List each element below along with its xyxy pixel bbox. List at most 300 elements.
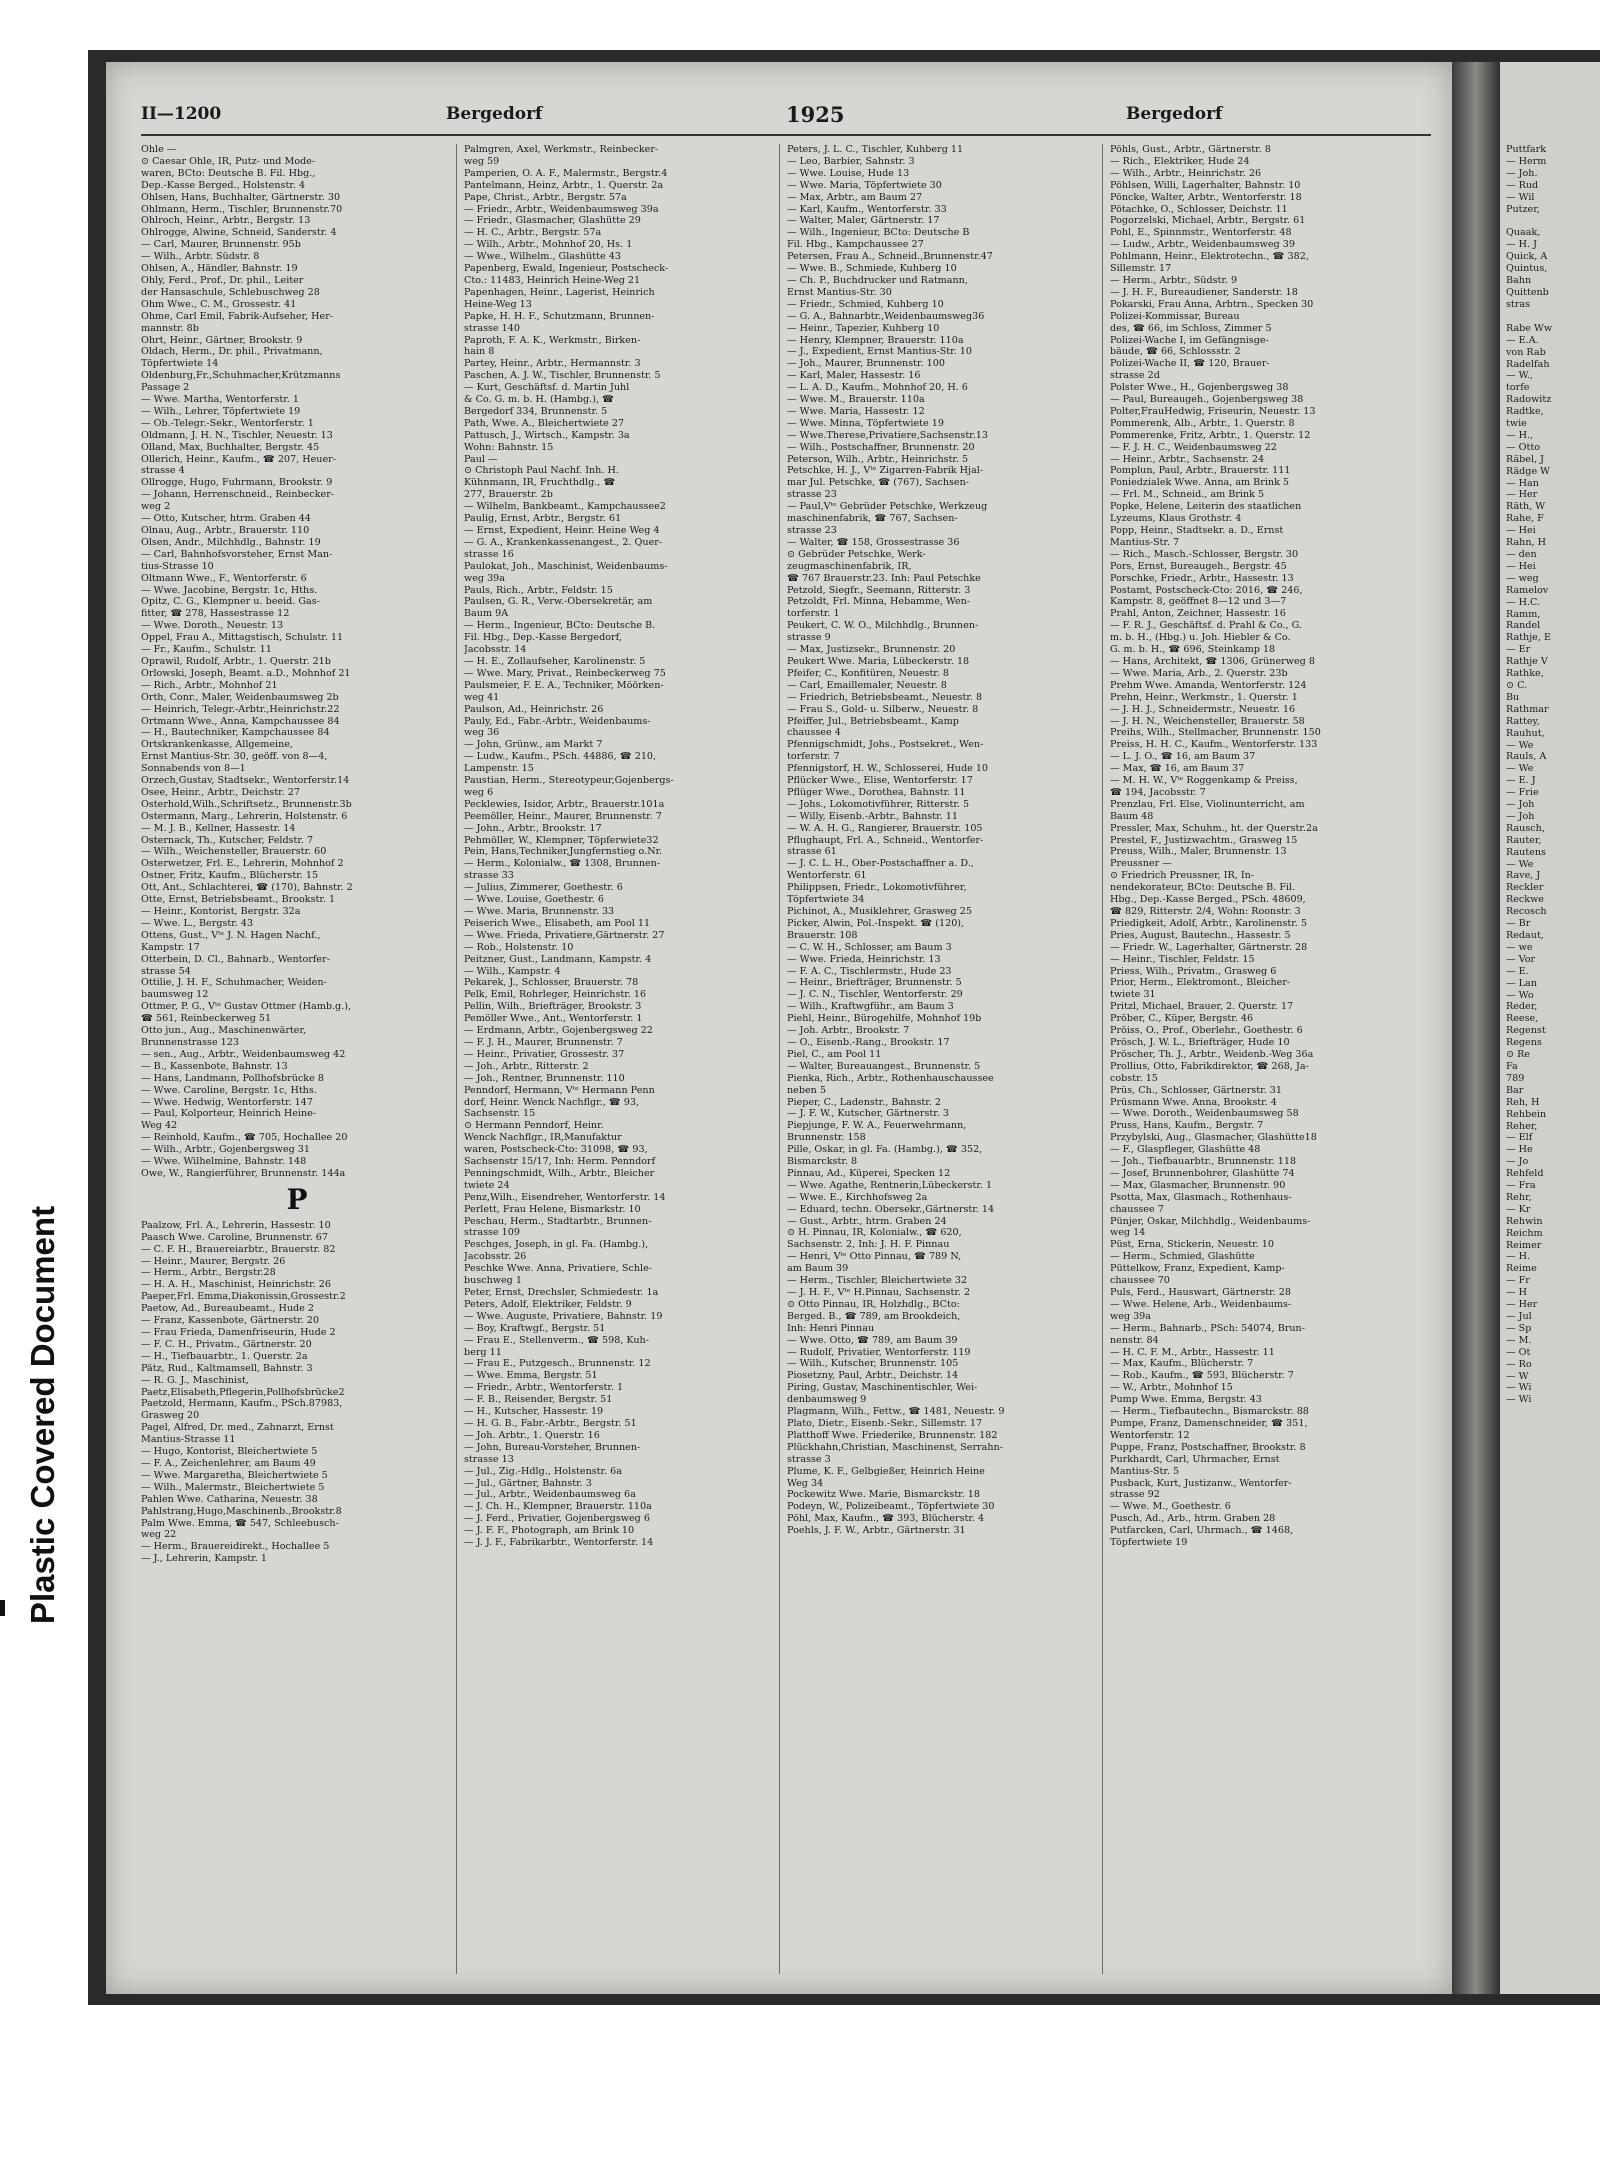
directory-entry-line: waren, BCto: Deutsche B. Fil. Hbg., <box>141 167 316 179</box>
directory-entry-line: Polizei-Wache II, ☎ 120, Brauer- <box>1110 358 1270 370</box>
directory-entry-line: — Ro <box>1506 1358 1532 1370</box>
directory-entry-line: Rave, J <box>1506 870 1541 882</box>
directory-entry-line: Paul — <box>464 453 498 465</box>
directory-entry-line: Papenhagen, Heinr., Lagerist, Heinrich <box>464 286 655 298</box>
directory-entry-line: Rädge W <box>1506 465 1551 477</box>
directory-entry-line: Petersen, Frau A., Schneid.,Brunnenstr.47 <box>787 251 993 263</box>
directory-entry-line: Ottilie, J. H. F., Schuhmacher, Weiden- <box>141 977 327 989</box>
directory-entry-line: Paulsen, G. R., Verw.-Obersekretär, am <box>464 596 653 608</box>
directory-entry-line: Palmgren, Axel, Werkmstr., Reinbecker- <box>464 144 659 155</box>
directory-entry-line: Olland, Max, Buchhalter, Bergstr. 45 <box>141 441 320 453</box>
directory-entry-line: — G. A., Bahnarbtr.,Weidenbaumsweg36 <box>787 310 985 322</box>
directory-entry-line: — Jul., Zig.-Hdlg., Holstenstr. 6a <box>464 1465 622 1477</box>
directory-entry-line: Pusch, Ad., Arb., htrm. Graben 28 <box>1110 1513 1276 1525</box>
directory-entry-line: Preiss, H. H. C., Kaufm., Wentorferstr. 133 <box>1110 739 1318 751</box>
directory-entry-line: — F. R. J., Geschäftsf. d. Prahl & Co., G. <box>1110 620 1303 632</box>
directory-entry-line: Prüsmann Wwe. Anna, Brookstr. 4 <box>1110 1096 1277 1108</box>
directory-entry-line: — Wwe. Mary, Privat., Reinbeckerweg 75 <box>464 667 666 679</box>
blank-line <box>1506 311 1600 323</box>
directory-entry-line: Owe, W., Rangierführer, Brunnenstr. 144a <box>141 1167 346 1179</box>
directory-entry-line: Penz,Wilh., Eisendreher, Wentorferstr. 14 <box>464 1191 666 1203</box>
directory-entry-line: weg 39a <box>1110 1310 1152 1322</box>
directory-entry-line: strasse 13 <box>464 1453 514 1465</box>
directory-entry-line: Oldenburg,Fr.,Schuhmacher,Krützmanns <box>141 370 341 382</box>
directory-entry-line: Preuss, Wilh., Maler, Brunnenstr. 13 <box>1110 846 1287 858</box>
directory-entry-line: Pröscher, Th. J., Arbtr., Weidenb.-Weg 36a <box>1110 1048 1314 1060</box>
running-head <box>141 102 1431 136</box>
directory-entry-line: — M. H. W., Vᵗᵉ Roggenkamp & Preiss, <box>1110 775 1298 787</box>
directory-entry-line: — Wwe. M., Goethestr. 6 <box>1110 1501 1231 1513</box>
directory-entry-line: Pichinot, A., Musiklehrer, Grasweg 25 <box>787 906 972 917</box>
directory-entry-line: Peukert, C. W. O., Milchhdlg., Brunnen- <box>787 620 979 632</box>
directory-entry-line: 277, Brauerstr. 2b <box>464 489 553 501</box>
directory-entry-line: fitter, ☎ 278, Hassestrasse 12 <box>141 608 290 620</box>
directory-entry-line: strasse 109 <box>464 1227 520 1239</box>
directory-entry-line: — Ot <box>1506 1346 1531 1358</box>
directory-entry-line: strasse 16 <box>464 548 514 560</box>
directory-entry-line: Pelk, Emil, Rohrleger, Heinrichstr. 16 <box>464 989 647 1001</box>
directory-entry-line: ⊙ Christoph Paul Nachf. Inh. H. <box>464 465 619 477</box>
directory-entry-line: Papke, H. H. F., Schutzmann, Brunnen- <box>464 310 655 322</box>
directory-entry-line: — Herm., Kolonialw., ☎ 1308, Brunnen- <box>464 858 661 870</box>
directory-entry-line: — Carl, Bahnhofsvorsteher, Ernst Man- <box>141 548 333 560</box>
directory-entry-line: Pieper, C., Ladenstr., Bahnstr. 2 <box>787 1096 941 1108</box>
directory-entry-line: — Rob., Kaufm., ☎ 593, Blücherstr. 7 <box>1110 1370 1294 1382</box>
directory-entry-line: Polter,FrauHedwig, Friseurin, Neuestr. 13 <box>1110 405 1316 417</box>
directory-entry-line: Pfennigstorf, H. W., Schlosserei, Hude 10 <box>787 763 989 775</box>
directory-entry-line: Purkhardt, Carl, Uhrmacher, Ernst <box>1110 1453 1280 1465</box>
directory-entry-line: — Wilh., Arbtr. Südstr. 8 <box>141 251 260 263</box>
directory-entry-line: Paustian, Herm., Stereotypeur,Gojenbergs- <box>464 775 674 787</box>
directory-entry-line: Dep.-Kasse Berged., Holstenstr. 4 <box>141 179 306 191</box>
directory-entry-line: — John., Arbtr., Brookstr. 17 <box>464 822 602 834</box>
directory-entry-line: Püttelkow, Franz, Expedient, Kamp- <box>1110 1263 1285 1275</box>
directory-entry-line: Lyzeums, Klaus Grothstr. 4 <box>1110 513 1242 525</box>
directory-entry-line: — Wwe. Doroth., Weidenbaumsweg 58 <box>1110 1108 1299 1120</box>
directory-entry-line: — J. J. F., Fabrikarbtr., Wentorferstr. 14 <box>464 1537 654 1549</box>
directory-entry-line: Rathje V <box>1506 656 1548 668</box>
directory-entry-line: Ernst Mantius-Str. 30, geöff. von 8—4, <box>141 751 328 763</box>
directory-entry-line: — Jul., Arbtr., Weidenbaumsweg 6a <box>464 1489 636 1501</box>
directory-entry-line: — Joh. <box>1506 167 1538 179</box>
directory-entry-line: Petschke, H. J., Vᵗᵉ Zigarren-Fabrik Hjal- <box>787 465 984 477</box>
directory-entry-line: Piepjunge, F. W. A., Feuerwehrmann, <box>787 1120 967 1132</box>
directory-entry-line: Puls, Ferd., Hauswart, Gärtnerstr. 28 <box>1110 1287 1291 1298</box>
directory-entry-line: Wenck Nachflgr., IR,Manufaktur <box>464 1132 622 1144</box>
directory-entry-line: Ohlrogge, Alwine, Schneid, Sanderstr. 4 <box>141 227 337 239</box>
directory-entry-line: Postamt, Postscheck-Cto: 2016, ☎ 246, <box>1110 584 1303 596</box>
directory-entry-line: — O., Eisenb.-Rang., Brookstr. 17 <box>787 1036 950 1048</box>
directory-column-3 <box>787 144 1099 1537</box>
directory-entry-line: — Wwe. Doroth., Neuestr. 13 <box>141 620 284 632</box>
directory-entry-line: Pogorzelski, Michael, Arbtr., Bergstr. 61 <box>1110 215 1306 227</box>
directory-entry-line: — J. H. F., Bureaudiener, Sanderstr. 18 <box>1110 286 1298 298</box>
directory-entry-line: Peitzner, Gust., Landmann, Kampstr. 4 <box>464 953 652 965</box>
directory-entry-line: Plato, Dietr., Eisenb.-Sekr., Sillemstr. 17 <box>787 1417 983 1429</box>
directory-entry-line: strasse 4 <box>141 465 185 477</box>
directory-entry-line: — Friedr., Schmied, Kuhberg 10 <box>787 298 944 310</box>
directory-entry-line: — E.A. <box>1506 334 1539 346</box>
directory-entry-line: Prollius, Otto, Fabrikdirektor, ☎ 268, Ja- <box>1110 1060 1309 1072</box>
directory-entry-line: — Wi <box>1506 1382 1532 1394</box>
directory-entry-line: — Walter, Maler, Gärtnerstr. 17 <box>787 215 940 227</box>
directory-entry-line: — J. F. F., Photograph, am Brink 10 <box>464 1525 635 1537</box>
directory-entry-line: Pauls, Rich., Arbtr., Feldstr. 15 <box>464 584 613 596</box>
directory-entry-line: ☎ 561, Reinbeckerweg 51 <box>141 1013 272 1025</box>
directory-entry-line: Ohle — <box>141 144 177 155</box>
directory-entry-line: Wentorferstr. 12 <box>1110 1429 1190 1441</box>
directory-entry-line: Pfennigschmidt, Johs., Postsekret., Wen- <box>787 739 984 751</box>
directory-entry-line: Pritzl, Michael, Brauer, 2. Querstr. 17 <box>1110 1001 1294 1013</box>
directory-entry-line: Paulig, Ernst, Arbtr., Bergstr. 61 <box>464 513 622 525</box>
directory-entry-line: Pockewitz Wwe. Marie, Bismarckstr. 18 <box>787 1489 981 1501</box>
directory-entry-line: — Hugo, Kontorist, Bleichertwiete 5 <box>141 1446 318 1458</box>
directory-entry-line: Kampstr. 17 <box>141 941 200 953</box>
directory-entry-line: Ottens, Gust., Vᵗᵉ J. N. Hagen Nachf., <box>141 929 321 941</box>
directory-entry-line: Paetow, Ad., Bureaubeamt., Hude 2 <box>141 1303 314 1315</box>
directory-entry-line: Ohlmann, Herm., Tischler, Brunnenstr.70 <box>141 203 343 215</box>
directory-entry-line: weg 59 <box>464 155 500 167</box>
directory-entry-line: — Wwe., Wilhelm., Glashütte 43 <box>464 251 621 263</box>
directory-entry-line: Ohlsen, A., Händler, Bahnstr. 19 <box>141 263 298 275</box>
directory-entry-line: Papenberg, Ewald, Ingenieur, Postscheck- <box>464 263 669 275</box>
directory-entry-line: strasse 92 <box>1110 1489 1160 1501</box>
directory-entry-line: Preihs, Wilh., Stellmacher, Brunnenstr. 150 <box>1110 727 1321 739</box>
directory-entry-line: — Joh <box>1506 810 1535 822</box>
directory-entry-line: Piehl, Heinr., Bürogehilfe, Mohnhof 19b <box>787 1013 982 1025</box>
directory-entry-line: — W <box>1506 1370 1529 1382</box>
directory-entry-line: — Heinr., Briefträger, Brunnenstr. 5 <box>787 977 962 989</box>
directory-entry-line: Hbg., Dep.-Kasse Berged., PSch. 48609, <box>1110 894 1306 906</box>
directory-entry-line: ☎ 194, Jacobsstr. 7 <box>1110 786 1206 798</box>
directory-entry-line: Paproth, F. A. K., Werkmstr., Birken- <box>464 334 641 346</box>
directory-entry-line: strasse 140 <box>464 322 520 334</box>
directory-entry-line: — Wwe. Frieda, Privatiere,Gärtnerstr. 27 <box>464 929 665 941</box>
directory-entry-line: Poniedzialek Wwe. Anna, am Brink 5 <box>1110 477 1290 489</box>
directory-entry-line: Bergedorf 334, Brunnenstr. 5 <box>464 405 608 417</box>
directory-entry-line: Bu <box>1506 691 1520 703</box>
directory-entry-line: — Heinr., Tapezier, Kuhberg 10 <box>787 322 940 334</box>
directory-entry-line: Sachsenstr. 2, Inh: J. H. F. Pinnau <box>787 1239 950 1251</box>
directory-entry-line: — C. F. H., Brauereiarbtr., Brauerstr. 82 <box>141 1243 336 1255</box>
directory-entry-line: Popp, Heinr., Stadtsekr. a. D., Ernst <box>1110 525 1284 536</box>
directory-entry-line: — Paul, Kolporteur, Heinrich Heine- <box>141 1108 317 1120</box>
directory-entry-line: Pagel, Alfred, Dr. med., Zahnarzt, Ernst <box>141 1422 334 1434</box>
directory-entry-line: — F. J. H., Maurer, Brunnenstr. 7 <box>464 1036 623 1048</box>
directory-entry-line: — Wwe. Martha, Wentorferstr. 1 <box>141 394 299 406</box>
directory-entry-line: — Jo <box>1506 1156 1529 1168</box>
directory-entry-line: Jacobsstr. 26 <box>464 1251 527 1263</box>
directory-entry-line: — E. <box>1506 965 1529 977</box>
directory-entry-line: von Rab <box>1506 346 1546 358</box>
directory-entry-line: strasse 9 <box>787 632 831 644</box>
directory-entry-line: — Wi <box>1506 1394 1532 1406</box>
directory-entry-line: Poehls, J. F. W., Arbtr., Gärtnerstr. 31 <box>787 1525 966 1537</box>
directory-entry-line: Putfarcken, Carl, Uhrmach., ☎ 1468, <box>1110 1525 1294 1537</box>
directory-entry-line: weg 22 <box>141 1529 177 1541</box>
directory-entry-line: Preussner — <box>1110 858 1172 870</box>
directory-entry-line: — Johs., Lokomotivführer, Ritterstr. 5 <box>787 798 970 810</box>
directory-entry-line: denbaumsweg 9 <box>787 1394 867 1406</box>
directory-entry-line: Pamperien, O. A. F., Malermstr., Bergstr.4 <box>464 167 668 179</box>
directory-entry-line: — Heinrich, Telegr.-Arbtr.,Heinrichstr.22 <box>141 703 340 715</box>
directory-entry-line: Pöncke, Walter, Arbtr., Wentorferstr. 18 <box>1110 191 1302 203</box>
running-head-year: 1925 <box>786 102 845 127</box>
directory-entry-line: — Walter, ☎ 158, Grossestrasse 36 <box>787 536 960 548</box>
directory-entry-line: Rabe Ww <box>1506 322 1553 334</box>
directory-entry-line: — Joh. Arbtr., Brookstr. 7 <box>787 1025 910 1037</box>
directory-entry-line: Penndorf, Hermann, Vᵗᵉ Hermann Penn <box>464 1084 655 1096</box>
directory-entry-line: ☎ 829, Ritterstr. 2/4, Wohn: Roonstr. 3 <box>1110 906 1301 917</box>
directory-entry-line: Pemöller Wwe., Ant., Wentorferstr. 1 <box>464 1013 643 1025</box>
directory-entry-line: — H., Bautechniker, Kampchaussee 84 <box>141 727 330 739</box>
directory-entry-line: Rehfeld <box>1506 1168 1544 1180</box>
directory-entry-line: — Frie <box>1506 787 1539 799</box>
directory-entry-line: — Paul,Vᵗᵉ Gebrüder Petschke, Werkzeug <box>787 501 988 513</box>
directory-entry-line: — Han <box>1506 477 1539 489</box>
directory-entry-line: — Vor <box>1506 953 1536 965</box>
directory-entry-line: — Wwe. Minna, Töpfertwiete 19 <box>787 417 944 429</box>
directory-entry-line: stras <box>1506 298 1531 310</box>
directory-entry-line: Räbel, J <box>1506 453 1544 465</box>
directory-entry-line: Reimer <box>1506 1239 1542 1251</box>
directory-entry-line: Kampstr. 8, geöffnet 8—12 und 3—7 <box>1110 596 1287 608</box>
directory-entry-line: torferstr. 7 <box>787 751 840 763</box>
directory-entry-line: Ramelov <box>1506 584 1549 596</box>
directory-entry-line: Puppe, Franz, Postschaffner, Brookstr. 8 <box>1110 1441 1306 1453</box>
directory-entry-line: Osterhold,Wilh.,Schriftsetz., Brunnenstr.3b <box>141 798 352 810</box>
directory-entry-line: — Wwe. Emma, Bergstr. 51 <box>464 1370 598 1382</box>
directory-entry-line: strasse 23 <box>787 525 837 536</box>
directory-entry-line: — L. A. D., Kaufm., Mohnhof 20, H. 6 <box>787 382 968 394</box>
directory-entry-line: Rahe, F <box>1506 513 1544 525</box>
directory-entry-line: — Herm., Schmied, Glashütte <box>1110 1251 1255 1263</box>
next-page-edge <box>1500 62 1600 1994</box>
directory-entry-line: Prehn, Heinr., Werkmstr., 1. Querstr. 1 <box>1110 691 1298 703</box>
directory-entry-line: G. m. b. H., ☎ 696, Steinkamp 18 <box>1110 644 1276 656</box>
directory-entry-line: Cto.: 11483, Heinrich Heine-Weg 21 <box>464 274 641 286</box>
directory-entry-line: — Kurt, Geschäftsf. d. Martin Juhl <box>464 382 630 394</box>
directory-entry-line: Mantius-Strasse 11 <box>141 1434 236 1446</box>
directory-entry-line: Pienka, Rich., Arbtr., Rothenhauschaussee <box>787 1072 994 1084</box>
directory-entry-line: — Friedr., Arbtr., Weidenbaumsweg 39a <box>464 203 659 215</box>
directory-entry-line: — Carl, Emaillemaler, Neuestr. 8 <box>787 679 947 691</box>
directory-entry-line: twie <box>1506 418 1527 430</box>
directory-entry-line: Rautens <box>1506 846 1546 858</box>
directory-entry-line: — Elf <box>1506 1132 1533 1144</box>
directory-entry-line: — J. F. W., Kutscher, Gärtnerstr. 3 <box>787 1108 949 1120</box>
directory-entry-line: Pellin, Wilh., Briefträger, Brookstr. 3 <box>464 1001 642 1013</box>
directory-entry-line: — Frau S., Gold- u. Silberw., Neuestr. 8 <box>787 703 979 715</box>
directory-entry-line: — Rich., Masch.-Schlosser, Bergstr. 30 <box>1110 548 1299 560</box>
directory-entry-line: — Wilh., Lehrer, Töpfertwiete 19 <box>141 405 301 417</box>
directory-entry-line: Bar <box>1506 1084 1524 1096</box>
directory-entry-line: strasse 33 <box>464 870 514 882</box>
directory-entry-line: Partey, Heinr., Arbtr., Hermannstr. 3 <box>464 358 641 370</box>
directory-entry-line: Pöhls, Gust., Arbtr., Gärtnerstr. 8 <box>1110 144 1271 155</box>
directory-entry-line: — J., Lehrerin, Kampstr. 1 <box>141 1553 267 1565</box>
directory-entry-line: ⊙ Gebrüder Petschke, Werk- <box>787 548 926 560</box>
directory-entry-line: — F. B., Reisender, Bergstr. 51 <box>464 1394 613 1406</box>
directory-entry-line: — Friedr. W., Lagerhalter, Gärtnerstr. 28 <box>1110 941 1308 953</box>
directory-entry-line: Weg 34 <box>787 1477 824 1489</box>
directory-entry-line: Plume, K. F., Gelbgießer, Heinrich Heine <box>787 1465 985 1477</box>
directory-entry-line: ⊙ Otto Pinnau, IR, Holzhdlg., BCto: <box>787 1298 960 1310</box>
directory-entry-line: Otterbein, D. Cl., Bahnarb., Wentorfer- <box>141 953 330 965</box>
directory-entry-line: Reh, H <box>1506 1096 1540 1108</box>
directory-entry-line: — Wwe.Therese,Privatiere,Sachsenstr.13 <box>787 429 988 441</box>
directory-entry-line: — Wwe. Louise, Hude 13 <box>787 167 910 179</box>
directory-entry-line: — Carl, Maurer, Brunnenstr. 95b <box>141 239 301 251</box>
directory-entry-line: 789 <box>1506 1072 1525 1084</box>
directory-entry-line: — F. C. H., Privatm., Gärtnerstr. 20 <box>141 1338 312 1350</box>
directory-entry-line: — Rudolf, Privatier, Wentorferstr. 119 <box>787 1346 971 1358</box>
directory-entry-line: — Wwe. L., Bergstr. 43 <box>141 917 254 929</box>
directory-entry-line: Brauerstr. 108 <box>787 929 858 941</box>
directory-entry-line: Pätz, Rud., Kaltmamsell, Bahnstr. 3 <box>141 1362 313 1374</box>
directory-entry-line: — Wwe. Margaretha, Bleichertwiete 5 <box>141 1469 328 1481</box>
directory-entry-line: — Joh., Rentner, Brunnenstr. 110 <box>464 1072 625 1084</box>
directory-entry-line: Lampenstr. 15 <box>464 763 534 775</box>
directory-entry-line: — Henri, Vᵗᵉ Otto Pinnau, ☎ 789 N, <box>787 1251 962 1263</box>
directory-entry-line: Oldmann, J. H. N., Tischler, Neuestr. 13 <box>141 429 333 441</box>
directory-entry-line: Peschges, Joseph, in gl. Fa. (Hambg.), <box>464 1239 649 1251</box>
directory-entry-line: Peter, Ernst, Drechsler, Schmiedestr. 1a <box>464 1287 659 1298</box>
directory-entry-line: Pehmöller, W., Klempner, Töpferwiete32 <box>464 834 659 846</box>
directory-entry-line: — Frau E., Stellenverm., ☎ 598, Kuh- <box>464 1334 649 1346</box>
directory-entry-line: — Wilh., Kutscher, Brunnenstr. 105 <box>787 1358 959 1370</box>
directory-entry-line: — L. J. O., ☎ 16, am Baum 37 <box>1110 751 1256 763</box>
directory-entry-line: — Max, ☎ 16, am Baum 37 <box>1110 763 1245 775</box>
directory-entry-line: Sillemstr. 17 <box>1110 263 1172 275</box>
directory-entry-line: Sachsenstr. 15 <box>464 1108 536 1120</box>
directory-entry-line: Pattusch, J., Wirtsch., Kampstr. 3a <box>464 429 630 441</box>
directory-entry-line: Fa <box>1506 1060 1518 1072</box>
directory-entry-line: ⊙ Re <box>1506 1049 1530 1061</box>
directory-entry-line: Olnau, Aug., Arbtr., Brauerstr. 110 <box>141 525 310 536</box>
directory-entry-line: — Wwe. B., Schmiede, Kuhberg 10 <box>787 263 957 275</box>
directory-entry-line: Oppel, Frau A., Mittagstisch, Schulstr. 11 <box>141 632 344 644</box>
directory-entry-line: — R. G. J., Maschinist, <box>141 1374 249 1386</box>
directory-entry-line: — Rob., Holstenstr. 10 <box>464 941 574 953</box>
directory-entry-line: Wohn: Bahnstr. 15 <box>464 441 554 453</box>
directory-entry-line: Plagmann, Wilh., Fettw., ☎ 1481, Neuestr. 9 <box>787 1406 1005 1418</box>
directory-entry-line: — Paul, Bureaugeh., Gojenbergsweg 38 <box>1110 394 1304 406</box>
side-tick-mark <box>0 1600 5 1616</box>
directory-entry-line: — Kr <box>1506 1203 1531 1215</box>
directory-entry-line: — Wilh., Ingenieur, BCto: Deutsche B <box>787 227 970 239</box>
directory-entry-line: Pomplun, Paul, Arbtr., Brauerstr. 111 <box>1110 465 1291 477</box>
directory-entry-line: — We <box>1506 763 1534 775</box>
directory-entry-line: neben 5 <box>787 1084 827 1096</box>
directory-entry-line: — Jul., Gärtner, Bahnstr. 3 <box>464 1477 592 1489</box>
directory-entry-line: Philippsen, Friedr., Lokomotivführer, <box>787 882 967 894</box>
directory-entry-line: — Ernst, Expedient, Heinr. Heine Weg 4 <box>464 525 660 536</box>
directory-entry-line: Redaut, <box>1506 930 1544 941</box>
directory-entry-line: — Wilh., Kampstr. 4 <box>464 965 561 977</box>
directory-entry-line: Pantelmann, Heinz, Arbtr., 1. Querstr. 2a <box>464 179 664 191</box>
directory-entry-line: berg 11 <box>464 1346 502 1358</box>
directory-entry-line: Pahlstrang,Hugo,Maschinenb.,Brookstr.8 <box>141 1505 342 1517</box>
directory-entry-line: mannstr. 8b <box>141 322 199 334</box>
directory-entry-line: Reckwe <box>1506 894 1544 906</box>
directory-entry-line: Polizei-Kommissar, Bureau <box>1110 310 1240 322</box>
directory-entry-line: m. b. H., (Hbg.) u. Joh. Hiebler & Co. <box>1110 632 1291 644</box>
directory-entry-line: Paalzow, Frl. A., Lehrerin, Hassestr. 10 <box>141 1219 331 1231</box>
directory-entry-line: Pötachke, O., Schlosser, Deichstr. 11 <box>1110 203 1288 215</box>
directory-entry-line: Pflughaupt, Frl. A., Schneid., Wentorfer- <box>787 834 984 846</box>
directory-column-1 <box>141 144 453 1565</box>
directory-entry-line: Peschau, Herm., Stadtarbtr., Brunnen- <box>464 1215 652 1227</box>
directory-entry-line: — F., Glaspfleger, Glashütte 48 <box>1110 1144 1261 1156</box>
side-label-text: Plastic Covered Document <box>24 1205 61 1625</box>
directory-entry-line: — M. <box>1506 1334 1532 1346</box>
directory-entry-line: — Herm <box>1506 155 1547 167</box>
directory-entry-line: Puttfark <box>1506 144 1547 155</box>
directory-entry-line: Püst, Erna, Stickerin, Neuestr. 10 <box>1110 1239 1274 1251</box>
directory-entry-line: Paschen, A. J. W., Tischler, Brunnenstr. 5 <box>464 370 661 382</box>
directory-entry-line: — Max, Glasmacher, Brunnenstr. 90 <box>1110 1179 1286 1191</box>
directory-entry-line: Heine-Weg 13 <box>464 298 532 310</box>
directory-entry-line: Rehr, <box>1506 1191 1532 1203</box>
directory-entry-line: Ottmer, P. G., Vᵗᵉ Gustav Ottmer (Hamb.g.), <box>141 1001 352 1013</box>
directory-entry-line: Polster Wwe., H., Gojenbergsweg 38 <box>1110 382 1289 394</box>
directory-entry-line: — J. H. N., Weichensteller, Brauerstr. 58 <box>1110 715 1305 727</box>
directory-entry-line: Priedigkeit, Adolf, Arbtr., Karolinenstr. 5 <box>1110 917 1307 929</box>
directory-entry-line: — Wwe. E., Kirchhofsweg 2a <box>787 1191 928 1203</box>
column-rule <box>779 144 780 1974</box>
directory-entry-line: — W. A. H. G., Rangierer, Brauerstr. 105 <box>787 822 983 834</box>
directory-entry-line: Peters, Adolf, Elektriker, Feldstr. 9 <box>464 1298 632 1310</box>
directory-entry-line: Pors, Ernst, Bureaugeh., Bergstr. 45 <box>1110 560 1287 572</box>
directory-entry-line: — J. C. L. H., Ober-Postschaffner a. D., <box>787 858 974 870</box>
directory-entry-line: Ohly, Ferd., Prof., Dr. phil., Leiter <box>141 274 304 286</box>
directory-entry-line: Peiserich Wwe., Elisabeth, am Pool 11 <box>464 917 651 929</box>
directory-entry-line: Pille, Oskar, in gl. Fa. (Hambg.), ☎ 352, <box>787 1144 983 1156</box>
directory-entry-line: Quittenb <box>1506 286 1549 298</box>
directory-entry-line: ⊙ C. <box>1506 679 1528 691</box>
directory-entry-line: — den <box>1506 549 1537 560</box>
directory-entry-line: Otte, Ernst, Betriebsbeamt., Brookstr. 1 <box>141 894 336 906</box>
directory-entry-line: — Fra <box>1506 1180 1536 1192</box>
directory-entry-line: Reder, <box>1506 1001 1538 1013</box>
directory-entry-line: — Leo, Barbier, Sahnstr. 3 <box>787 155 915 167</box>
directory-entry-line: Sachsenstr 15/17, Inh: Herm. Penndorf <box>464 1156 656 1168</box>
directory-entry-line: — John, Bureau-Vorsteher, Brunnen- <box>464 1441 641 1453</box>
directory-entry-line: Regenst <box>1506 1025 1546 1037</box>
directory-entry-line: Paetz,Elisabeth,Pflegerin,Pollhofsbrücke2 <box>141 1386 345 1398</box>
directory-entry-line: — Karl, Kaufm., Wentorferstr. 33 <box>787 203 947 215</box>
directory-entry-line: Priess, Wilh., Privatm., Grasweg 6 <box>1110 965 1277 977</box>
directory-entry-line: — Friedr., Glasmacher, Glashütte 29 <box>464 215 641 227</box>
directory-entry-line: — Heinr., Privatier, Grossestr. 37 <box>464 1048 625 1060</box>
directory-entry-line: Ostner, Fritz, Kaufm., Blücherstr. 15 <box>141 870 319 882</box>
directory-entry-line: Radtke, <box>1506 406 1544 418</box>
directory-entry-line: Petzoldt, Frl. Minna, Hebamme, Wen- <box>787 596 971 608</box>
directory-entry-line: Prehm Wwe. Amanda, Wentorferstr. 124 <box>1110 679 1307 691</box>
directory-entry-line: Piring, Gustav, Maschinentischler, Wei- <box>787 1382 978 1394</box>
directory-entry-line: — F. A., Zeichenlehrer, am Baum 49 <box>141 1457 316 1469</box>
directory-entry-line: Oltmann Wwe., F., Wentorferstr. 6 <box>141 572 307 584</box>
directory-entry-line: Oprawil, Rudolf, Arbtr., 1. Querstr. 21b <box>141 655 331 667</box>
directory-entry-line: Reher, <box>1506 1120 1538 1132</box>
directory-entry-line: — Willy, Eisenb.-Arbtr., Bahnstr. 11 <box>787 810 959 822</box>
directory-entry-line: — Wilh., Weichensteller, Brauerstr. 60 <box>141 846 327 858</box>
directory-entry-line: weg 39a <box>464 572 506 584</box>
directory-entry-line: Quick, A <box>1506 251 1548 263</box>
directory-entry-line: bäude, ☎ 66, Schlossstr. 2 <box>1110 346 1241 358</box>
directory-entry-line: — Wilh., Malermstr., Bleichertwiete 5 <box>141 1481 325 1493</box>
